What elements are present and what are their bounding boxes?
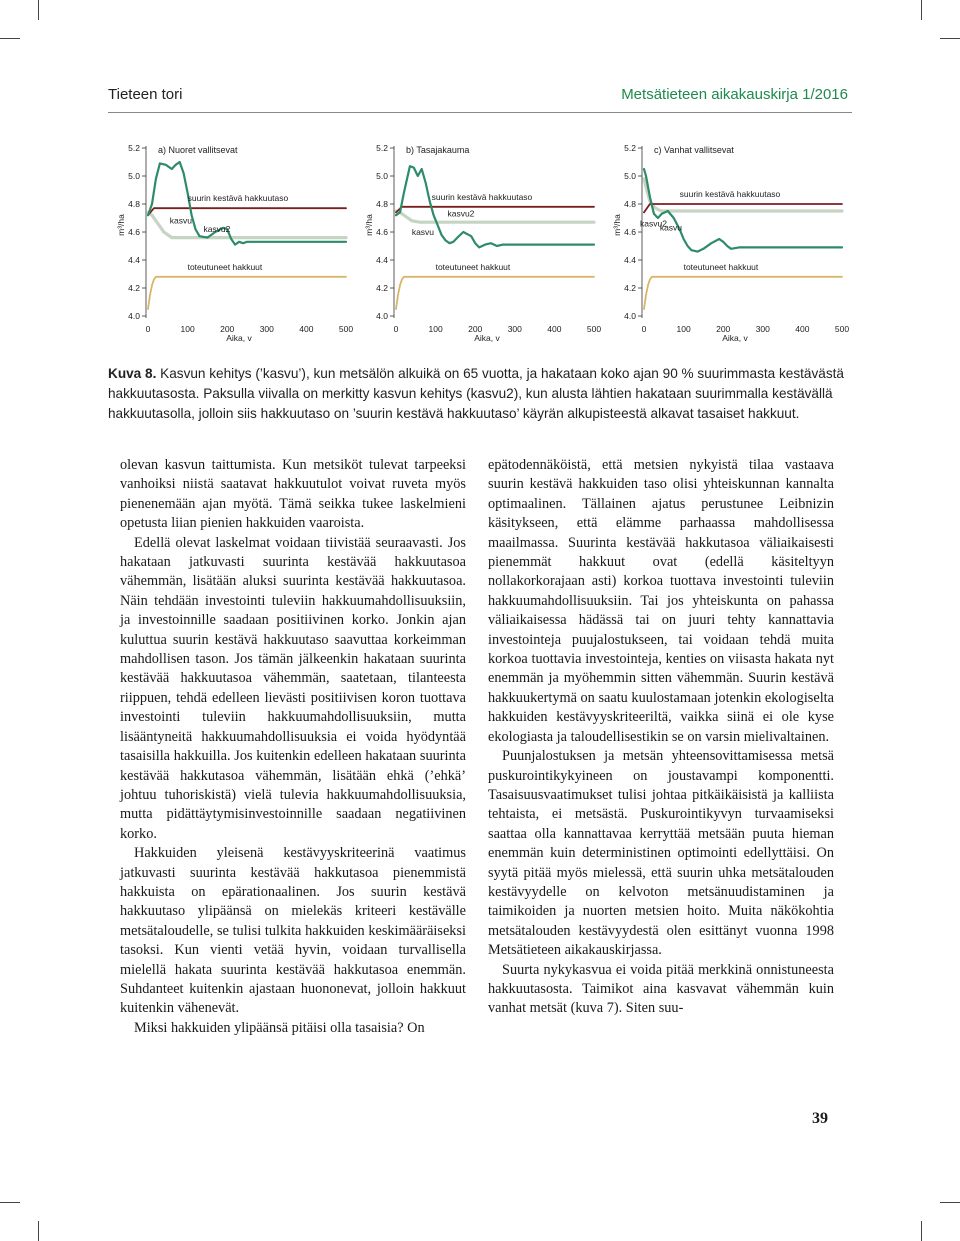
crop-mark — [0, 38, 20, 39]
curve-label-kasvu: kasvu — [659, 222, 683, 233]
chart-panel — [116, 143, 353, 343]
y-tick-label: 4.6 — [128, 227, 140, 237]
x-tick-label: 0 — [393, 324, 399, 334]
x-tick-label: 400 — [547, 324, 562, 334]
curve-label-actual: toteutuneet hakkuut — [683, 261, 759, 272]
x-tick-label: 300 — [507, 324, 522, 334]
crop-mark — [38, 0, 39, 20]
y-tick-label: 4.4 — [376, 255, 388, 265]
curve-label-sustain: suurin kestävä hakkuutaso — [679, 189, 781, 199]
body-column-left — [120, 456, 466, 1038]
crop-mark — [921, 1221, 922, 1241]
x-axis-label: Aika, v — [226, 333, 252, 343]
curve-label-kasvu: kasvu — [169, 215, 192, 226]
x-tick-label: 200 — [220, 324, 235, 334]
chart-panel — [612, 143, 849, 343]
curve-label-kasvu2: kasvu2 — [203, 224, 231, 234]
body-paragraph: Hakkuiden yleisenä kestävyyskriteerinä vaatimus jatkuvasti suurinta kestävää hakkutasoa pienemmistä hakkuista on epärationaalinen. Jos suurin kestävä hakkuutaso ylipäänsä on mielekäs kriteeri kestävälle metsätaloudelle, se tulisi tulkita hakkuiden keskimääräiseksi tasoksi. Kun vienti vetää hyvin, voidaan turvallisella mielellä hakata suurinta kestävää hakkutasoa enemmän. Suhdanteet kuitenkin ajastaan huononevat, jolloin hakkuut kuitenkin vähenevät. — [120, 845, 466, 1017]
y-tick-label: 5.0 — [376, 171, 388, 181]
x-tick-label: 400 — [795, 324, 810, 334]
y-tick-label: 4.8 — [376, 199, 388, 209]
crop-mark — [0, 1202, 20, 1203]
series-line-suurin-kestävä-hakkuutaso — [396, 207, 594, 213]
running-header-section: Tieteen tori — [108, 86, 183, 103]
crop-mark — [940, 1202, 960, 1203]
series-line-toteutuneet-hakkuut — [148, 277, 346, 309]
series-line-toteutuneet-hakkuut — [644, 277, 842, 309]
curve-label-sustain: suurin kestävä hakkuutaso — [187, 193, 289, 204]
series-line-kasvu2 — [396, 208, 594, 222]
body-paragraph: Suurta nykykasvua ei voida pitää merkkinä onnistuneesta hakkuutasosta. Taimikot aina kasvavat vähemmän kuin vanhat metsät (kuva 7). Siten suu- — [488, 961, 834, 1017]
y-axis-label: m³/ha — [364, 214, 374, 236]
x-axis-label: Aika, v — [722, 333, 748, 343]
x-tick-label: 500 — [338, 324, 354, 334]
body-column-right — [488, 456, 834, 1019]
x-tick-label: 100 — [428, 324, 443, 334]
x-tick-label: 100 — [180, 324, 195, 334]
y-tick-label: 4.2 — [128, 283, 140, 293]
chart-title: c) Vanhat vallitsevat — [654, 145, 734, 155]
y-axis-label: m³/ha — [116, 214, 126, 236]
series-line-toteutuneet-hakkuut — [396, 277, 594, 309]
curve-label-kasvu2: kasvu2 — [640, 218, 667, 229]
y-tick-label: 4.4 — [128, 255, 140, 265]
body-paragraph: Miksi hakkuiden ylipäänsä pitäisi olla tasaisia? On — [134, 1019, 425, 1036]
figure-8-charts — [108, 128, 852, 360]
body-paragraph: Puunjalostuksen ja metsän yhteensovittamisessa metsä puskurointikykyineen on joustavampi komponentti. Tasaisuusvaatimukset tulisi johtaa pitkäikäisistä ja kalliista tehtaista, ei metsästä. Puskurointikyvyn turvaamiseksi saattaa olla kannattavaa kerryttää metsään puuta hieman enemmän kuin deterministinen optimointi edellyttäisi. On syytä pitää myös mielessä, että suurin uhka metsätalouden kestävyydelle on kelvoton metsänuudistaminen ja taimikoiden ja nuorten metsien hoito. Muita näkökohtia metsätalouden kestävyydestä olen esittänyt vuonna 1998 Metsätieteen aikakauskirjassa. — [488, 748, 834, 959]
x-tick-label: 0 — [641, 324, 647, 334]
x-tick-label: 500 — [586, 324, 602, 334]
curve-label-kasvu2: kasvu2 — [447, 208, 475, 219]
y-tick-label: 4.8 — [128, 199, 140, 209]
caption-text: Kasvun kehitys (’kasvu’), kun metsälön alkuikä on 65 vuotta, ja hakataan koko ajan 90 % suurimmasta kestävästä hakkuutasosta. Paksulla viivalla on merkitty kasvun kehitys (kasvu2), kun alusta lähtien hakataan suurimmalla kestävällä hakkuutasolla, jolloin siis hakkuutaso on ’suurin kestävä hakkuutaso’ käyrän alkupisteestä alkavat tasaiset hakkuut. — [108, 366, 844, 421]
page-number: 39 — [812, 1110, 828, 1127]
x-tick-label: 300 — [259, 324, 274, 334]
crop-mark — [38, 1221, 39, 1241]
series-line-suurin-kestävä-hakkuutaso — [148, 208, 346, 215]
running-header-journal: Metsätieteen aikakauskirja 1/2016 — [621, 86, 848, 103]
y-tick-label: 5.0 — [128, 171, 140, 181]
figure-caption — [108, 364, 850, 424]
curve-label-kasvu: kasvu — [411, 226, 435, 237]
x-tick-label: 500 — [834, 324, 850, 334]
chart-title: b) Tasajakauma — [406, 145, 470, 155]
crop-mark — [921, 0, 922, 20]
x-tick-label: 300 — [755, 324, 770, 334]
chart-panel — [364, 143, 601, 343]
x-tick-label: 200 — [716, 324, 731, 334]
y-axis-label: m³/ha — [612, 214, 622, 236]
y-tick-label: 4.4 — [624, 255, 636, 265]
y-tick-label: 5.2 — [128, 143, 140, 153]
series-line-kasvu — [148, 162, 346, 245]
y-tick-label: 4.2 — [624, 283, 636, 293]
crop-mark — [940, 38, 960, 39]
y-tick-label: 4.8 — [624, 199, 636, 209]
curve-label-actual: toteutuneet hakkuut — [435, 261, 511, 272]
body-paragraph: Edellä olevat laskelmat voidaan tiivistää seuraavasti. Jos hakataan jatkuvasti suurinta kestävää hakkuutasoa vähemmän, lisätään aluksi suurinta kestävää hakkuutasoa. Näin tehdään investointi tuleviin hakkuumahdollisuuksiin, ja investoinnille saadaan positiivinen korko. Jonkin ajan kuluttua suurin kestävä hakkuutaso saavuttaa korkeimman mahdollisen tason. Jos tämän jälkeenkin hakataan suurinta kestävää hakkuutasoa vähemmän, saatetaan, tilanteesta riippuen, tehdä edelleen lievästi positiivisen koron tuottava investointi tuleviin hakkuumahdollisuuksiin, mutta lisääntyneitä hakkuumahdollisuuksia ei voida hyödyntää tasaisilla hakkuilla. Jos kuitenkin edelleen hakataan suurinta kestävää hakkutasoa vähemmän, lisätään ehkä (’ehkä’ johtuu tuhoriskistä) vielä tulevia hakkuumahdollisuuksia, mutta pidättäytymisinvestoinnille saadaan negatiivinen korko. — [120, 534, 466, 842]
x-tick-label: 200 — [468, 324, 483, 334]
x-axis-label: Aika, v — [474, 333, 500, 343]
y-tick-label: 4.0 — [128, 311, 140, 321]
body-paragraph: olevan kasvun taittumista. Kun metsiköt tulevat tarpeeksi vanhoiksi niistä saatavat hakkuutulot voivat ruveta myös pienenemään ajan myötä. Tämä seikka tukee laskelmieni opetusta liian pienien hakkuiden vaaroista. — [120, 457, 466, 532]
chart-title: a) Nuoret vallitsevat — [158, 145, 238, 155]
x-tick-label: 0 — [145, 324, 151, 334]
body-paragraph: epätodennäköistä, että metsien nykyistä tilaa vastaava suurin kestävä hakkuiden taso olisi yhteiskunnan kannalta optimaalinen. Tällainen ajatus perustunee Leibnizin käsitykseen, että elämme parhaassa mahdollisessa maailmassa. Suurinta kestävää hakkutasoa väliaikaisesti pienemmät hakkuut ovat (edellä käsiteltyyn nollakorkorajaan asti) korkoa tuottava investointi tuleviin hakkuumahdollisuuksiin. Tai jos yhteiskunta on pahassa väliaikaisessa hädässä tai on juuri tehty kannattavia investointeja puujalostukseen, tai voidaan tehdä muita korkoa tuottavia investointeja, kenties on viisasta hakata nyt enemmän ja myöhemmin sitten vähemmän. Suurin kestävä hakkuukertymä on saatu kuulostamaan jotenkin ekologiselta hakkuiden kestävyyskriteeriltä, vaikka siinä ei ole kyse ekologiasta ja taloudellisestikin se on varsin mielivaltainen. — [488, 457, 834, 745]
x-tick-label: 400 — [299, 324, 314, 334]
y-tick-label: 4.6 — [624, 227, 636, 237]
y-tick-label: 5.2 — [624, 143, 636, 153]
caption-label: Kuva 8. — [108, 366, 157, 381]
x-tick-label: 100 — [676, 324, 691, 334]
y-tick-label: 5.0 — [624, 171, 636, 181]
header-rule — [108, 112, 852, 113]
curve-label-sustain: suurin kestävä hakkuutaso — [431, 191, 533, 202]
y-tick-label: 5.2 — [376, 143, 388, 153]
y-tick-label: 4.0 — [624, 311, 636, 321]
y-tick-label: 4.6 — [376, 227, 388, 237]
y-tick-label: 4.0 — [376, 311, 388, 321]
curve-label-actual: toteutuneet hakkuut — [187, 261, 263, 272]
y-tick-label: 4.2 — [376, 283, 388, 293]
